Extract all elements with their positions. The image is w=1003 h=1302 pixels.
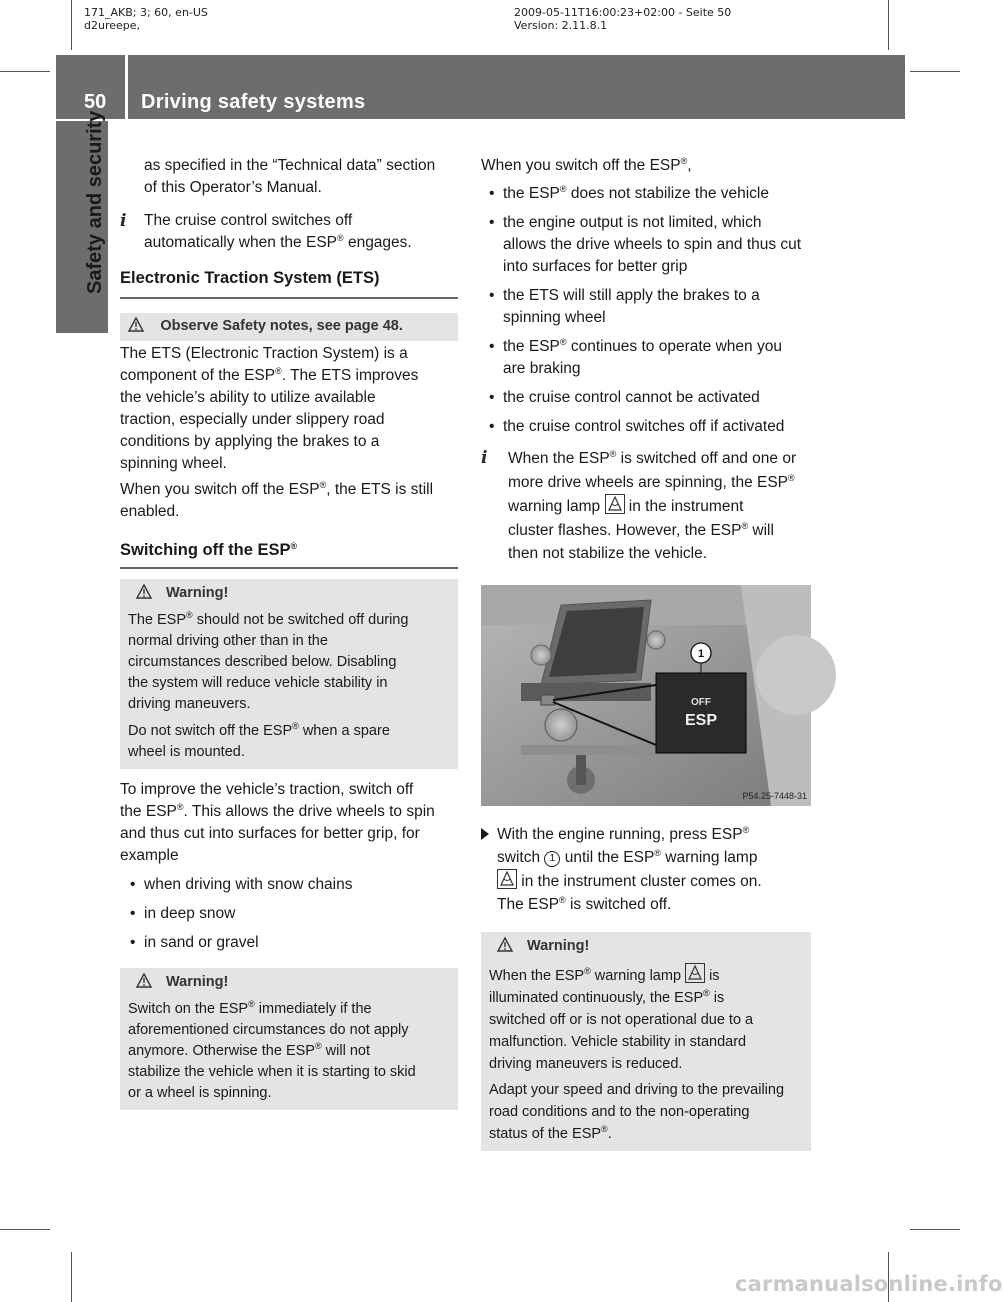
list-item: • in deep snow (130, 903, 460, 925)
esp-warning-lamp-icon (685, 963, 705, 983)
list-item: • when driving with snow chains (130, 874, 460, 896)
warning-triangle-icon (497, 937, 513, 959)
ets-heading: Electronic Traction System (ETS) (120, 269, 380, 287)
photo-esp-label: ESP (684, 712, 718, 729)
photo-illustration (481, 585, 811, 806)
esp-switch-photo (481, 585, 811, 806)
print-meta-left (84, 6, 208, 32)
warning-body: The ESP® should not be switched off during normal driving other than in the circumstances described below. Disabling the system will reduce vehicle stability in driving maneuvers. (128, 610, 409, 712)
list-item: • the cruise control cannot be activated (489, 387, 816, 409)
warning-title: Warning! (527, 938, 590, 954)
ets-warning-box (120, 313, 458, 341)
intro-text: as specified in the “Technical data” section of this Operator’s Manual. (144, 157, 436, 196)
ets-warning-text: Observe Safety notes, see page 48. (160, 318, 403, 334)
esp-warning-lamp-icon (497, 869, 517, 889)
warning-title: Warning! (166, 974, 229, 990)
bullet-list (481, 183, 816, 438)
left-column (120, 155, 460, 1110)
esp-warning-lamp-icon (605, 494, 625, 514)
photo-code: P54.25-7448-31 (742, 791, 807, 801)
crop-mark (71, 1252, 72, 1302)
side-tab-label: Safety and security (84, 110, 106, 294)
warning-title: Warning! (166, 585, 229, 601)
print-meta-line: 2009-05-11T16:00:23+02:00 - Seite 50 (514, 6, 732, 19)
crop-mark (910, 71, 960, 72)
crop-mark (0, 71, 50, 72)
callout-1-icon: 1 (544, 851, 560, 867)
header-divider (125, 55, 128, 119)
warning-box (120, 579, 458, 769)
list-item: • the ESP® continues to operate when you are braking (489, 336, 816, 380)
page-number: 50 (84, 91, 107, 113)
warning-triangle-icon (128, 317, 144, 339)
warning-header (497, 936, 803, 959)
crop-mark (888, 0, 889, 50)
esp-heading: Switching off the ESP® (120, 541, 298, 559)
warning-box (120, 968, 458, 1110)
heading-rule (120, 297, 458, 299)
page-title: Driving safety systems (141, 91, 366, 113)
warning-body: Switch on the ESP® immediately if the aforementioned circumstances do not apply anymore. Otherwise the ESP® will not stabilize the vehicle when it is starting to skid or a wheel is spinning. (128, 999, 416, 1101)
warning-body: Do not switch off the ESP® when a spare wheel is mounted. (128, 721, 390, 760)
bullet-list (120, 874, 460, 954)
info-icon: i (120, 211, 127, 231)
list-item: • in sand or gravel (130, 932, 460, 954)
warning-triangle-icon (136, 584, 152, 606)
list-item: • the engine output is not limited, which allows the drive wheels to spin and thus cut into surfaces for better grip (489, 212, 816, 278)
traction-paragraph: To improve the vehicle’s traction, switch off the ESP®. This allows the drive wheels to spin and thus cut into surfaces for better grip, for example (120, 781, 435, 864)
info-note: i The cruise control switches off automatically when the ESP® engages. (120, 211, 412, 251)
print-meta-line: Version: 2.11.8.1 (514, 19, 608, 32)
photo-callout-1: 1 (697, 648, 705, 660)
photo-off-label: OFF (691, 697, 711, 708)
step-arrow-icon (481, 828, 489, 840)
warning-header (136, 583, 450, 606)
info-icon: i (481, 448, 488, 468)
instruction-step: With the engine running, press ESP® switch 1 until the ESP® warning lamp in the instrument cluster comes on. The ESP® is switched off. (481, 823, 816, 916)
warning-triangle-icon (136, 973, 152, 995)
right-intro: When you switch off the ESP®, (481, 156, 692, 174)
ets-enabled-paragraph: When you switch off the ESP®, the ETS is still enabled. (120, 480, 434, 520)
warning-box (481, 932, 811, 1151)
crop-mark (0, 1229, 50, 1230)
heading-rule (120, 567, 458, 569)
crop-mark (71, 0, 72, 50)
list-item: • the cruise control switches off if activated (489, 416, 816, 438)
print-meta-line: d2ureepe, (84, 19, 141, 32)
print-meta-right (514, 6, 731, 32)
warning-header (136, 972, 450, 995)
print-meta-line: 171_AKB; 3; 60, en-US (84, 6, 208, 19)
ets-paragraph: The ETS (Electronic Traction System) is a component of the ESP®. The ETS improves the vehicle’s ability to utilize available traction, especially under slippery road conditions by applying the brakes to a spinning wheel. (120, 345, 419, 472)
list-item: • the ETS will still apply the brakes to a spinning wheel (489, 285, 816, 329)
warning-body: When the ESP® warning lamp is illuminated continuously, the ESP® is switched off or is not operational due to a malfunction. Vehicle stability in standard driving maneuvers is reduced. (489, 963, 803, 1075)
warning-body: Adapt your speed and driving to the prevailing road conditions and to the non-operating status of the ESP®. (489, 1082, 785, 1142)
info-note: i When the ESP® is switched off and one or more drive wheels are spinning, the ESP® warning lamp in the instrument cluster flashes. However, the ESP® will then not stabilize the vehicle. (481, 448, 797, 562)
right-column-lower (481, 823, 816, 1151)
crop-mark (910, 1229, 960, 1230)
watermark: carmanualsonline.info (735, 1272, 1003, 1296)
right-column (481, 155, 816, 566)
list-item: • the ESP® does not stabilize the vehicle (489, 183, 816, 205)
